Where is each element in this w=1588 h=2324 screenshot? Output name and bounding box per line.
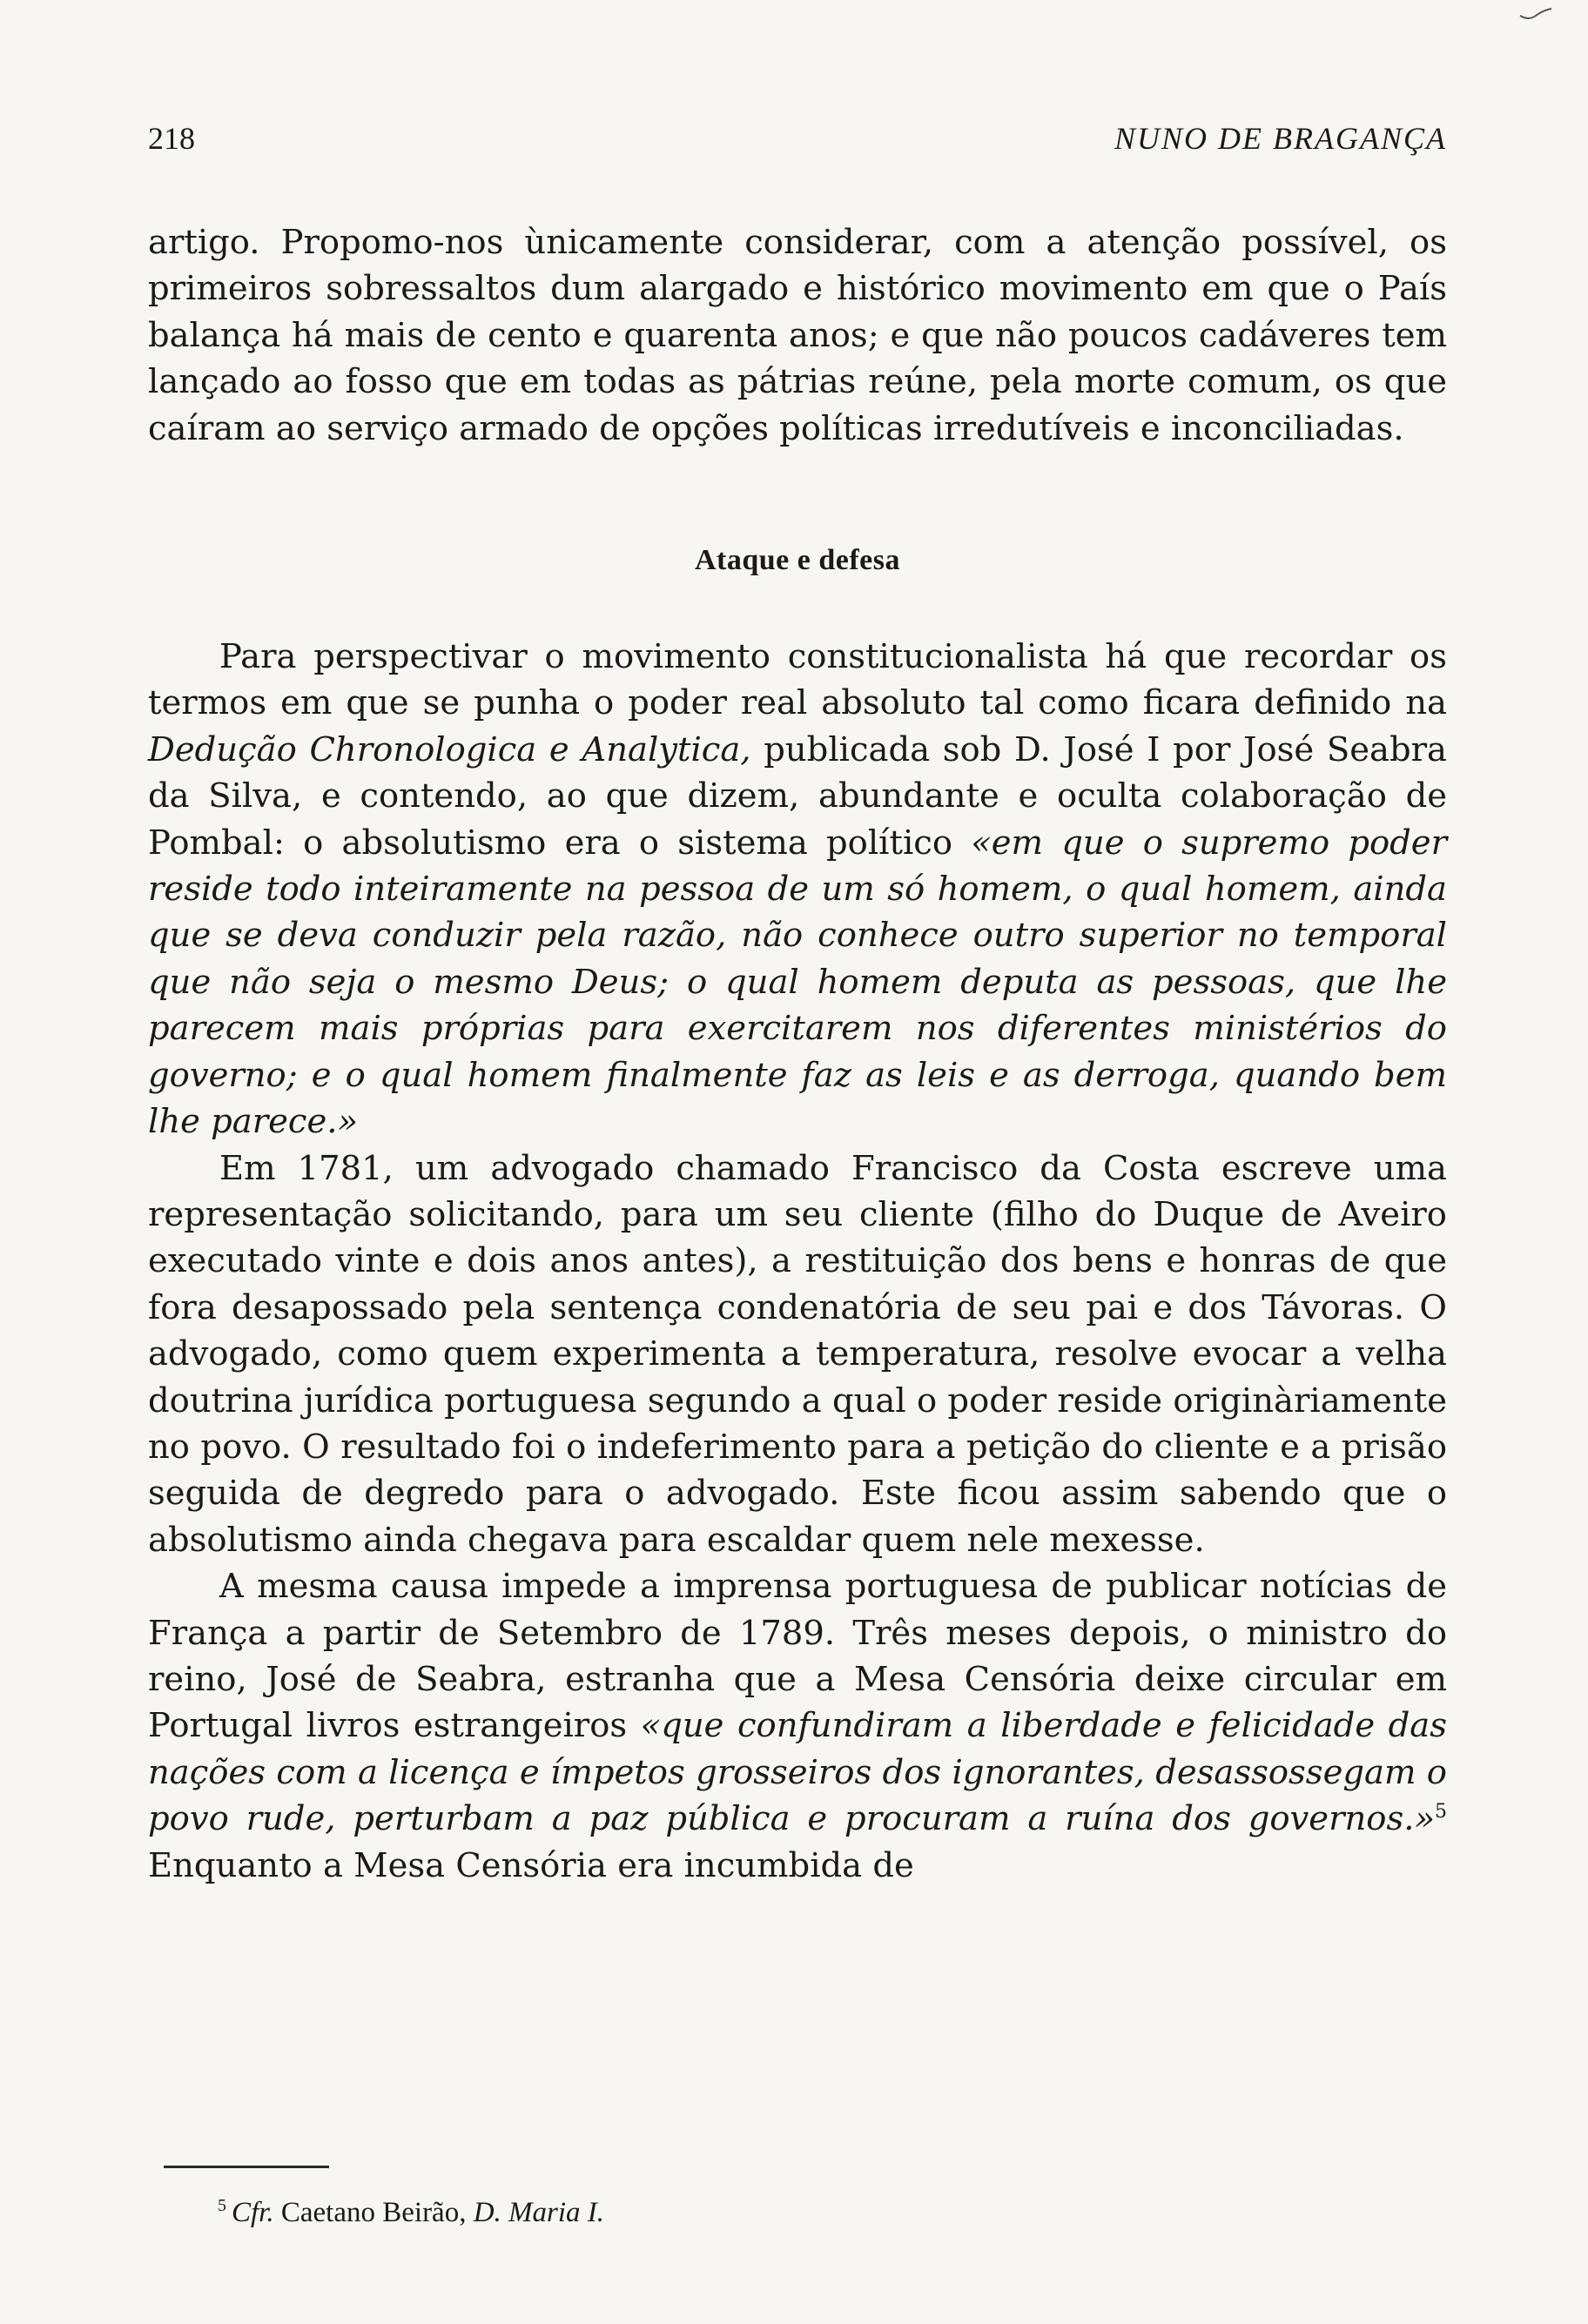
footnote-title: D. Maria I. (473, 2197, 605, 2228)
paragraph-3: Em 1781, um advogado chamado Francisco da Costa escreve uma representação solicitando, para um seu cliente (filho do Duque de Aveiro executado vinte e dois anos antes), a restituição dos bens e honras de que fora desapossado pela sentença condenatória de seu pai e dos Távoras. O advogado, como quem experimenta a temperatura, resolve evocar a velha doutrina jurídica portuguesa segundo a qual o poder reside originàriamente no povo. O resultado foi o indeferimento para a petição do cliente e a prisão seguida de degredo para o advogado. Este ficou assim sabendo que o absolutismo ainda chegava para escaldar quem nele mexesse. (148, 1148, 1447, 1560)
page-header (148, 120, 1447, 164)
paragraph-2 (148, 634, 1447, 1145)
footnote-rule (164, 2166, 329, 2168)
section-heading: Ataque e defesa (694, 544, 901, 577)
quotation-1: «em que o supremo poder reside todo inteiramente na pessoa de um só homem, o qual homem, ainda que se deva conduzir pela razão, não conhece outro superior no temporal que não seja o mesmo Deus; o qual homem deputa as pessoas, que lhe parecem mais próprias para exercitarem nos diferentes ministérios do governo; e o qual homem finalmente faz as leis e as derroga, quando bem lhe parece.» (148, 823, 1447, 1142)
footnote-author: Caetano Beirão, (273, 2197, 474, 2228)
footnote-reference: 5 (1435, 1801, 1447, 1824)
book-title: Dedução Chronologica e Analytica, (148, 729, 751, 769)
page-number: 218 (148, 121, 195, 156)
footnote-mark: 5 (218, 2196, 226, 2215)
paragraph-4-text-c: Enquanto a Mesa Censória era incumbida de (148, 1845, 914, 1885)
paragraph-1: artigo. Propomo-nos ùnicamente considerar, com a atenção possível, os primeiros sobressaltos dum alargado e histórico movimento em que o País balança há mais de cento e quarenta anos; e que não poucos cadáveres tem lançado ao fosso que em todas as pátrias reúne, pela morte comum, os que caíram ao serviço armado de opções políticas irredutíveis e inconciliadas. (148, 223, 1447, 448)
paragraph-2-text-c: publicada sob D. José I por José Seabra da Silva, e contendo, ao que dizem, abundante e oculta colaboração de Pombal: o absolutismo era o sistema político (148, 729, 1447, 863)
quotation-2: «que confundiram a liberdade e felicidade das nações com a licença e ímpetos grosseiros dos ignorantes, desassossegam o povo rude, perturbam a paz pública e procuram a ruína dos governos.» (148, 1706, 1447, 1839)
paragraph-4-text-a: A mesma causa impede a imprensa portuguesa de publicar notícias de França a partir de Setembro de 1789. Três meses depois, o ministro do reino, José de Seabra, estranha que a Mesa Censória deixe circular em Portugal livros estrangeiros (148, 1567, 1447, 1746)
paragraph-4 (148, 1563, 1447, 1889)
footnote-cfr: Cfr. (232, 2197, 274, 2228)
paragraph-2-text-a: Para perspectivar o movimento constitucionalista há que recordar os termos em que se punha o poder real absoluto tal como ficara definido na (148, 637, 1447, 723)
running-head: NUNO DE BRAGANÇA (1114, 121, 1447, 156)
pencil-mark-icon (1518, 5, 1553, 23)
footnote (218, 2193, 604, 2232)
body-text (148, 219, 1447, 1889)
